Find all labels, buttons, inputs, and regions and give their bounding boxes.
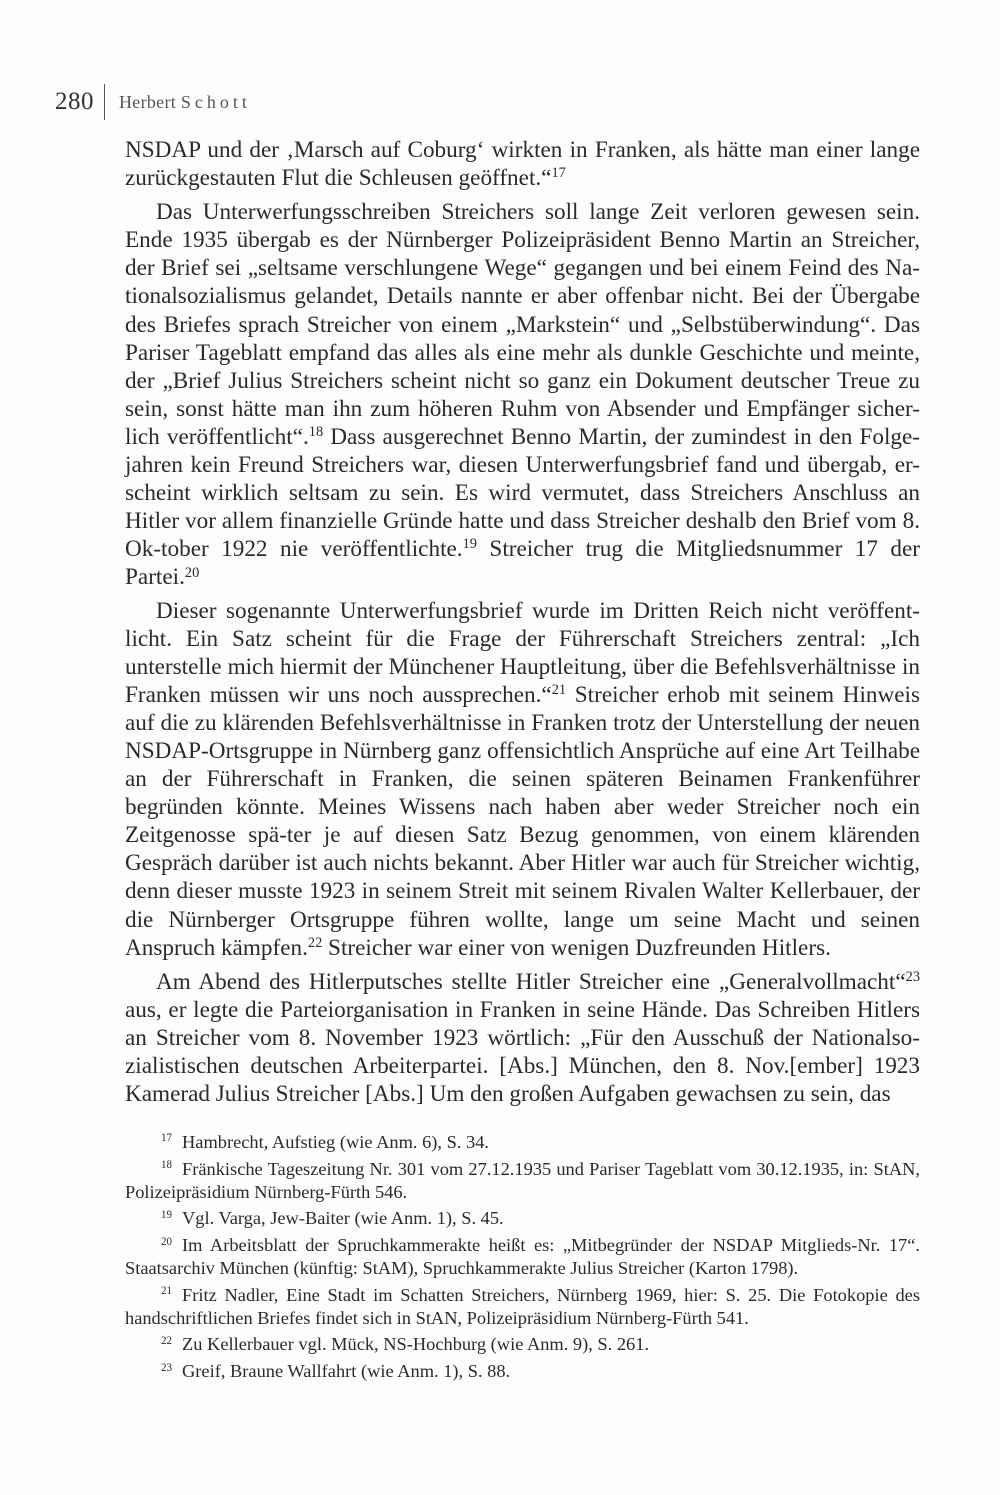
page-number: 280 (55, 88, 94, 115)
page-header (30, 82, 251, 122)
footnote-ref-23[interactable]: 23 (905, 968, 920, 985)
footnote-text: Zu Kellerbauer vgl. Mück, NS-Hochburg (wie Anm. 9), S. 261. (182, 1334, 650, 1355)
paragraph-text: Das Unterwerfungsschreiben Streichers soll lange Zeit verloren gewesen sein. Ende 1935 übergab es der Nürnberger Polizeipräsident Benno Martin an Streicher, der Brief sei „seltsame verschlungene Wege“ gegangen und bei einem Feind des Na-tionalsozialismus gelandet, Details nannte er aber offenbar nicht. Bei der Übergabe des Briefes sprach Streicher von einem „Markstein“ und „Selbstüberwindung“. Das Pariser Tageblatt empfand das alles als eine mehr als dunkle Geschichte und meinte, der „Brief Julius Streichers scheint nicht so ganz ein Dokument deutscher Treue zu sein, sonst hätte man ihn zum höheren Ruhm von Absender und Empfänger sicher-lich veröffentlicht“. (125, 199, 920, 450)
footnote-text: Vgl. Varga, Jew-Baiter (wie Anm. 1), S. 45. (182, 1208, 504, 1229)
footnote-text: Fritz Nadler, Eine Stadt im Schatten Streichers, Nürnberg 1969, hier: S. 25. Die Fotokopie des handschriftlichen Briefes findet sich in StAN, Polizeipräsidium Nürnberg-Fürth 541. (125, 1284, 920, 1328)
paragraph-4 (125, 968, 920, 1108)
paragraph-1 (125, 136, 920, 192)
footnote-ref-18[interactable]: 18 (308, 424, 324, 441)
footnote-ref-21[interactable]: 21 (551, 681, 567, 698)
paragraph-text: Dass ausgerechnet Benno Martin, der zumindest in den Folge-jahren kein Freund Streichers war, diesen Unterwerfungsbrief fand und übergab, er-scheint wirklich seltsam zu sein. Es wird vermutet, dass Streichers Anschluss an Hitler vor allem finanzielle Gründe hatte und dass Streicher deshalb den Brief vom 8. Ok-tober 1922 nie veröffentlichte. (125, 423, 920, 563)
paragraph-2 (125, 198, 920, 591)
footnote (125, 1131, 920, 1154)
footnote-number: 17 (161, 1132, 173, 1145)
footnote-ref-17[interactable]: 17 (551, 165, 566, 182)
running-head-first-name: Herbert (119, 91, 177, 112)
header-divider (104, 84, 105, 120)
footnote-number: 23 (161, 1361, 173, 1374)
paragraph-text: Streicher erhob mit seinem Hinweis auf die zu klärenden Befehlsverhältnisse in Franken trotz der Unterstellung der neuen NSDAP-Ortsgruppe in Nürnberg ganz offensichtlich Ansprüche auf eine Art Teilhabe an der Führerschaft in Franken, die seinen späteren Beinamen Frankenführer begründen könnte. Meines Wissens nach haben aber weder Streicher noch ein Zeitgenosse spä-ter je auf diesen Satz Bezug genommen, von einem klärenden Gespräch darüber ist auch nichts bekannt. Aber Hitler war auch für Streicher wichtig, denn dieser musste 1923 in seinem Streit mit seinem Rivalen Walter Kellerbauer, der die Nürnberger Ortsgruppe führen wollte, lange um seine Macht und seinen Anspruch kämpfen. (125, 681, 921, 961)
paragraph-text: aus, er legte die Parteiorganisation in Franken in seine Hände. Das Schreiben Hitlers an Streicher vom 8. November 1923 wörtlich: „Für den Ausschuß der Nationalso-zialistischen deutschen Arbeiterpartei. [Abs.] München, den 8. Nov.[ember] 1923 Kamerad Julius Streicher [Abs.] Um den großen Aufgaben gewachsen zu sein, das (125, 996, 920, 1108)
footnote (125, 1333, 920, 1356)
paragraph-text: Streicher trug die Mitgliedsnummer 17 der Partei. (125, 536, 920, 591)
paragraph-text: NSDAP und der ‚Marsch auf Coburg‘ wirkten in Franken, als hätte man einer lange zurückgestauten Flut die Schleusen geöffnet.“ (125, 137, 920, 192)
footnote-text: Hambrecht, Aufstieg (wie Anm. 6), S. 34. (182, 1132, 490, 1152)
footnote-number: 22 (161, 1334, 173, 1347)
footnote (125, 1360, 920, 1383)
running-head-last-name: Schott (180, 91, 251, 112)
footnote-ref-20[interactable]: 20 (184, 564, 200, 581)
footnote-number: 18 (161, 1159, 173, 1172)
footnote-text: Fränkische Tageszeitung Nr. 301 vom 27.12.1935 und Pariser Tageblatt vom 30.12.1935, in: StAN, Polizeipräsidium Nürnberg-Fürth 546. (125, 1158, 920, 1202)
footnote (125, 1284, 920, 1330)
footnote-number: 19 (161, 1208, 173, 1221)
footnote (125, 1207, 920, 1230)
paragraph-text: Dieser sogenannte Unterwerfungsbrief wurde im Dritten Reich nicht veröffent-licht. Ein Satz scheint für die Frage der Führerschaft Streichers zentral: „Ich unterstelle mich hiermit der Münchener Hauptleitung, über die Befehlsverhältnisse in Franken müssen wir uns noch aussprechen.“ (125, 597, 920, 708)
main-text (125, 136, 920, 1113)
footnote-ref-19[interactable]: 19 (462, 536, 477, 553)
footnote (125, 1158, 920, 1204)
paragraph-text: Streicher war einer von wenigen Duzfreunden Hitlers. (322, 934, 831, 961)
paragraph-text: Am Abend des Hitlerputsches stellte Hitler Streicher eine „Generalvollmacht“ (156, 968, 906, 995)
running-head (119, 92, 251, 113)
footnotes (125, 1131, 920, 1387)
footnote-ref-22[interactable]: 22 (307, 934, 323, 951)
footnote-number: 20 (161, 1235, 173, 1248)
footnote-number: 21 (161, 1285, 173, 1298)
footnote-text: Greif, Braune Wallfahrt (wie Anm. 1), S. 88. (182, 1361, 511, 1382)
footnote-text: Im Arbeitsblatt der Spruchkammerakte heißt es: „Mitbegründer der NSDAP Mitglieds-Nr. 17“. Staatsarchiv München (künftig: StAM), Spruchkammerakte Julius Streicher (Karton 1798). (125, 1235, 920, 1278)
paragraph-3 (125, 597, 920, 962)
footnote (125, 1234, 920, 1280)
